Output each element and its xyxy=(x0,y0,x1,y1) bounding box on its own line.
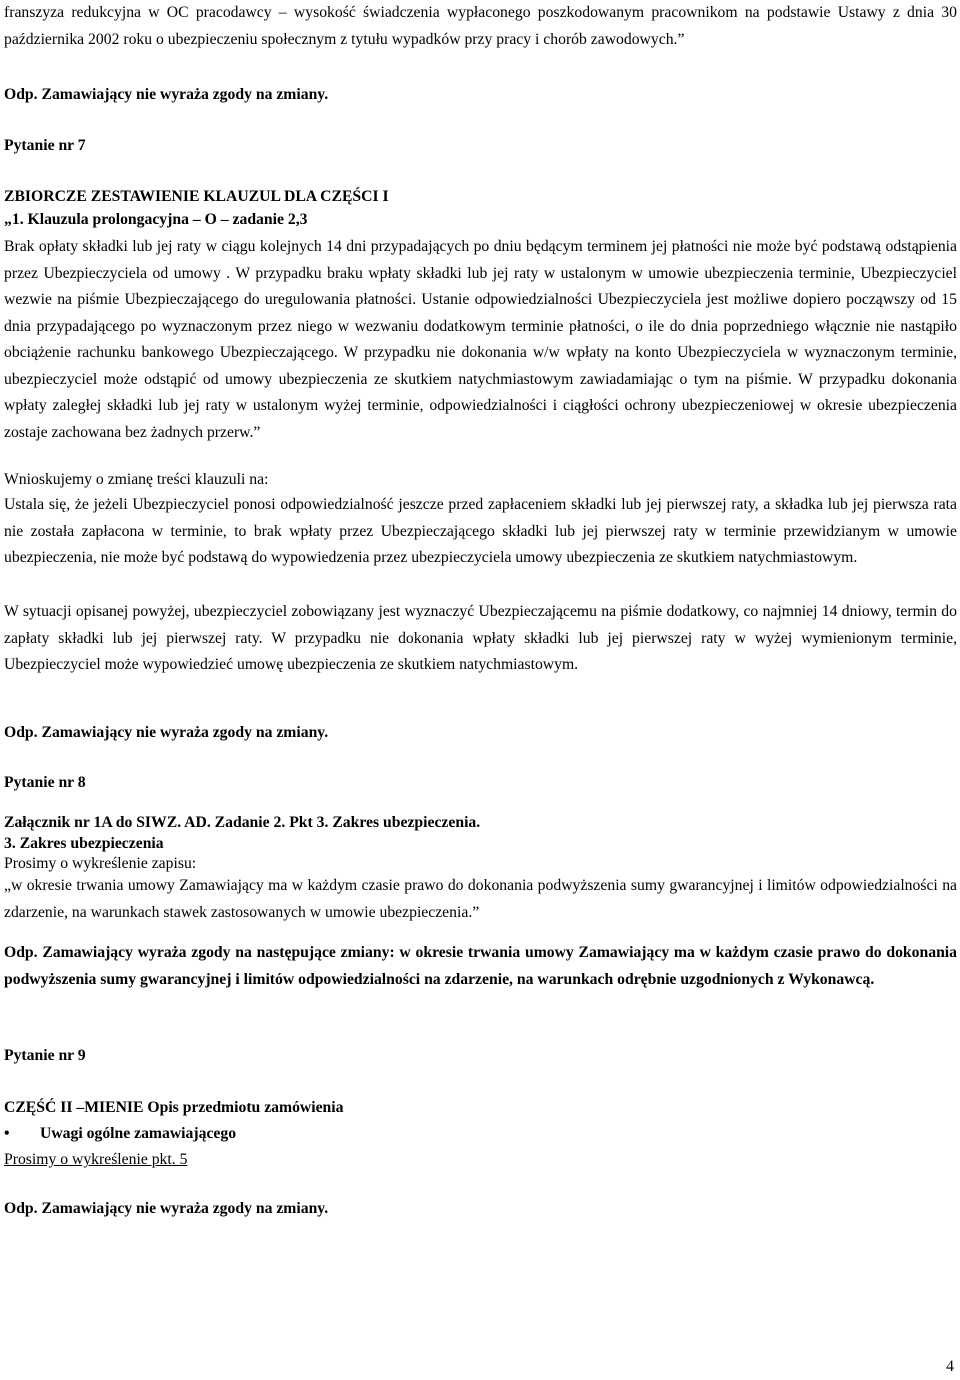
clause-title: „1. Klauzula prolongacyjna – O – zadanie 2,3 xyxy=(4,211,308,228)
part-ii-section-title: CZĘŚĆ II –MIENIE Opis przedmiotu zamówienia xyxy=(4,1099,344,1116)
quoted-provision: „w okresie trwania umowy Zamawiający ma w każdym czasie prawo do dokonania podwyższenia sumy gwarancyjnej i limitów odpowiedzialności na zdarzenie, na warunkach stawek zastosowanych w umowie ubezpieczenia.” xyxy=(4,877,957,921)
attachment-reference: Załącznik nr 1A do SIWZ. AD. Zadanie 2. Pkt 3. Zakres ubezpieczenia. xyxy=(4,814,481,831)
request-intro-q7: Wnioskujemy o zmianę treści klauzuli na: xyxy=(4,471,269,488)
bullet-item-label: Uwagi ogólne zamawiającego xyxy=(40,1125,237,1142)
request-intro-q8: Prosimy o wykreślenie zapisu: xyxy=(4,855,197,872)
request-body-q7: Ustala się, że jeżeli Ubezpieczyciel ponosi odpowiedzialność jeszcze przed zapłaceniem składki lub jej pierwszej raty, a składka lub jej pierwsza rata nie została zapłacona w terminie, to brak wpłaty przez Ubezpieczającego składki lub jej pierwszej raty w terminie przewidzianym w umowie ubezpieczenia, nie może być podstawą do wypowiedzenia przez ubezpieczyciela umowy ubezpieczenia ze skutkiem natychmiastowym. xyxy=(4,496,957,566)
scope-subheading: 3. Zakres ubezpieczenia xyxy=(4,835,164,852)
question-9-heading: Pytanie nr 9 xyxy=(4,1047,86,1064)
answer-q7: Odp. Zamawiający nie wyraża zgody na zmiany. xyxy=(4,724,329,741)
bullet-icon: • xyxy=(4,1125,10,1142)
clause-body: Brak opłaty składki lub jej raty w ciągu kolejnych 14 dni przypadających po dniu będącym terminem jej płatności nie może być podstawą odstąpienia przez Ubezpieczyciela od umowy . W przypadku braku wpłaty składki lub jej raty w ustalonym w umowie ubezpieczenia terminie, Ubezpieczyciel wezwie na piśmie Ubezpieczającego do uregulowania płatności. Ustanie odpowiedzialności Ubezpieczyciela jest możliwe dopiero począwszy od 15 dnia przypadającego po wyznaczonym przez niego w wezwaniu dodatkowym terminie płatności, o ile do dnia poprzedniego włącznie nie nastąpiło obciążenie rachunku bankowego Ubezpieczającego. W przypadku nie dokonania w/w wpłaty na konto Ubezpieczyciela w wyznaczonym terminie, ubezpieczyciel może odstąpić od umowy ubezpieczenia ze skutkiem natychmiastowym zawiadamiając o tym na piśmie. W przypadku dokonania wpłaty zaległej składki lub jej raty w ustalonym wyżej terminie, odpowiedzialności i ciągłości ochrony ubezpieczeniowej w okresie ubezpieczenia zostaje zachowana bez żadnych przerw.” xyxy=(4,238,957,441)
clauses-section-title: ZBIORCZE ZESTAWIENIE KLAUZUL DLA CZĘŚCI I xyxy=(4,188,389,205)
request-q9: Prosimy o wykreślenie pkt. 5 xyxy=(4,1151,188,1168)
request-body2-q7: W sytuacji opisanej powyżej, ubezpieczyciel zobowiązany jest wyznaczyć Ubezpieczającemu na piśmie dodatkowy, co najmniej 14 dniowy, termin do zapłaty składki lub jej pierwszej raty. W przypadku nie dokonania wpłaty składki lub jej pierwszej raty w wyżej wymienionym terminie, Ubezpieczyciel może wypowiedzieć umowę ubezpieczenia ze skutkiem natychmiastowym. xyxy=(4,603,957,673)
answer-q8: Odp. Zamawiający wyraża zgody na następujące zmiany: w okresie trwania umowy Zamawiający ma w każdym czasie prawo do dokonania podwyższenia sumy gwarancyjnej i limitów odpowiedzialności na zdarzenie, na warunkach odrębnie uzgodnionych z Wykonawcą. xyxy=(4,944,957,988)
bullet-item xyxy=(4,1121,236,1148)
answer-q6: Odp. Zamawiający nie wyraża zgody na zmiany. xyxy=(4,86,329,103)
question-8-heading: Pytanie nr 8 xyxy=(4,774,86,791)
answer-q9: Odp. Zamawiający nie wyraża zgody na zmiany. xyxy=(4,1200,329,1217)
page-number: 4 xyxy=(946,1358,954,1375)
question-7-heading: Pytanie nr 7 xyxy=(4,137,86,154)
intro-paragraph: franszyza redukcyjna w OC pracodawcy – wysokość świadczenia wypłaconego poszkodowanym pracownikom na podstawie Ustawy z dnia 30 października 2002 roku o ubezpieczeniu społecznym z tytułu wypadków przy pracy i chorób zawodowych.” xyxy=(4,4,957,48)
